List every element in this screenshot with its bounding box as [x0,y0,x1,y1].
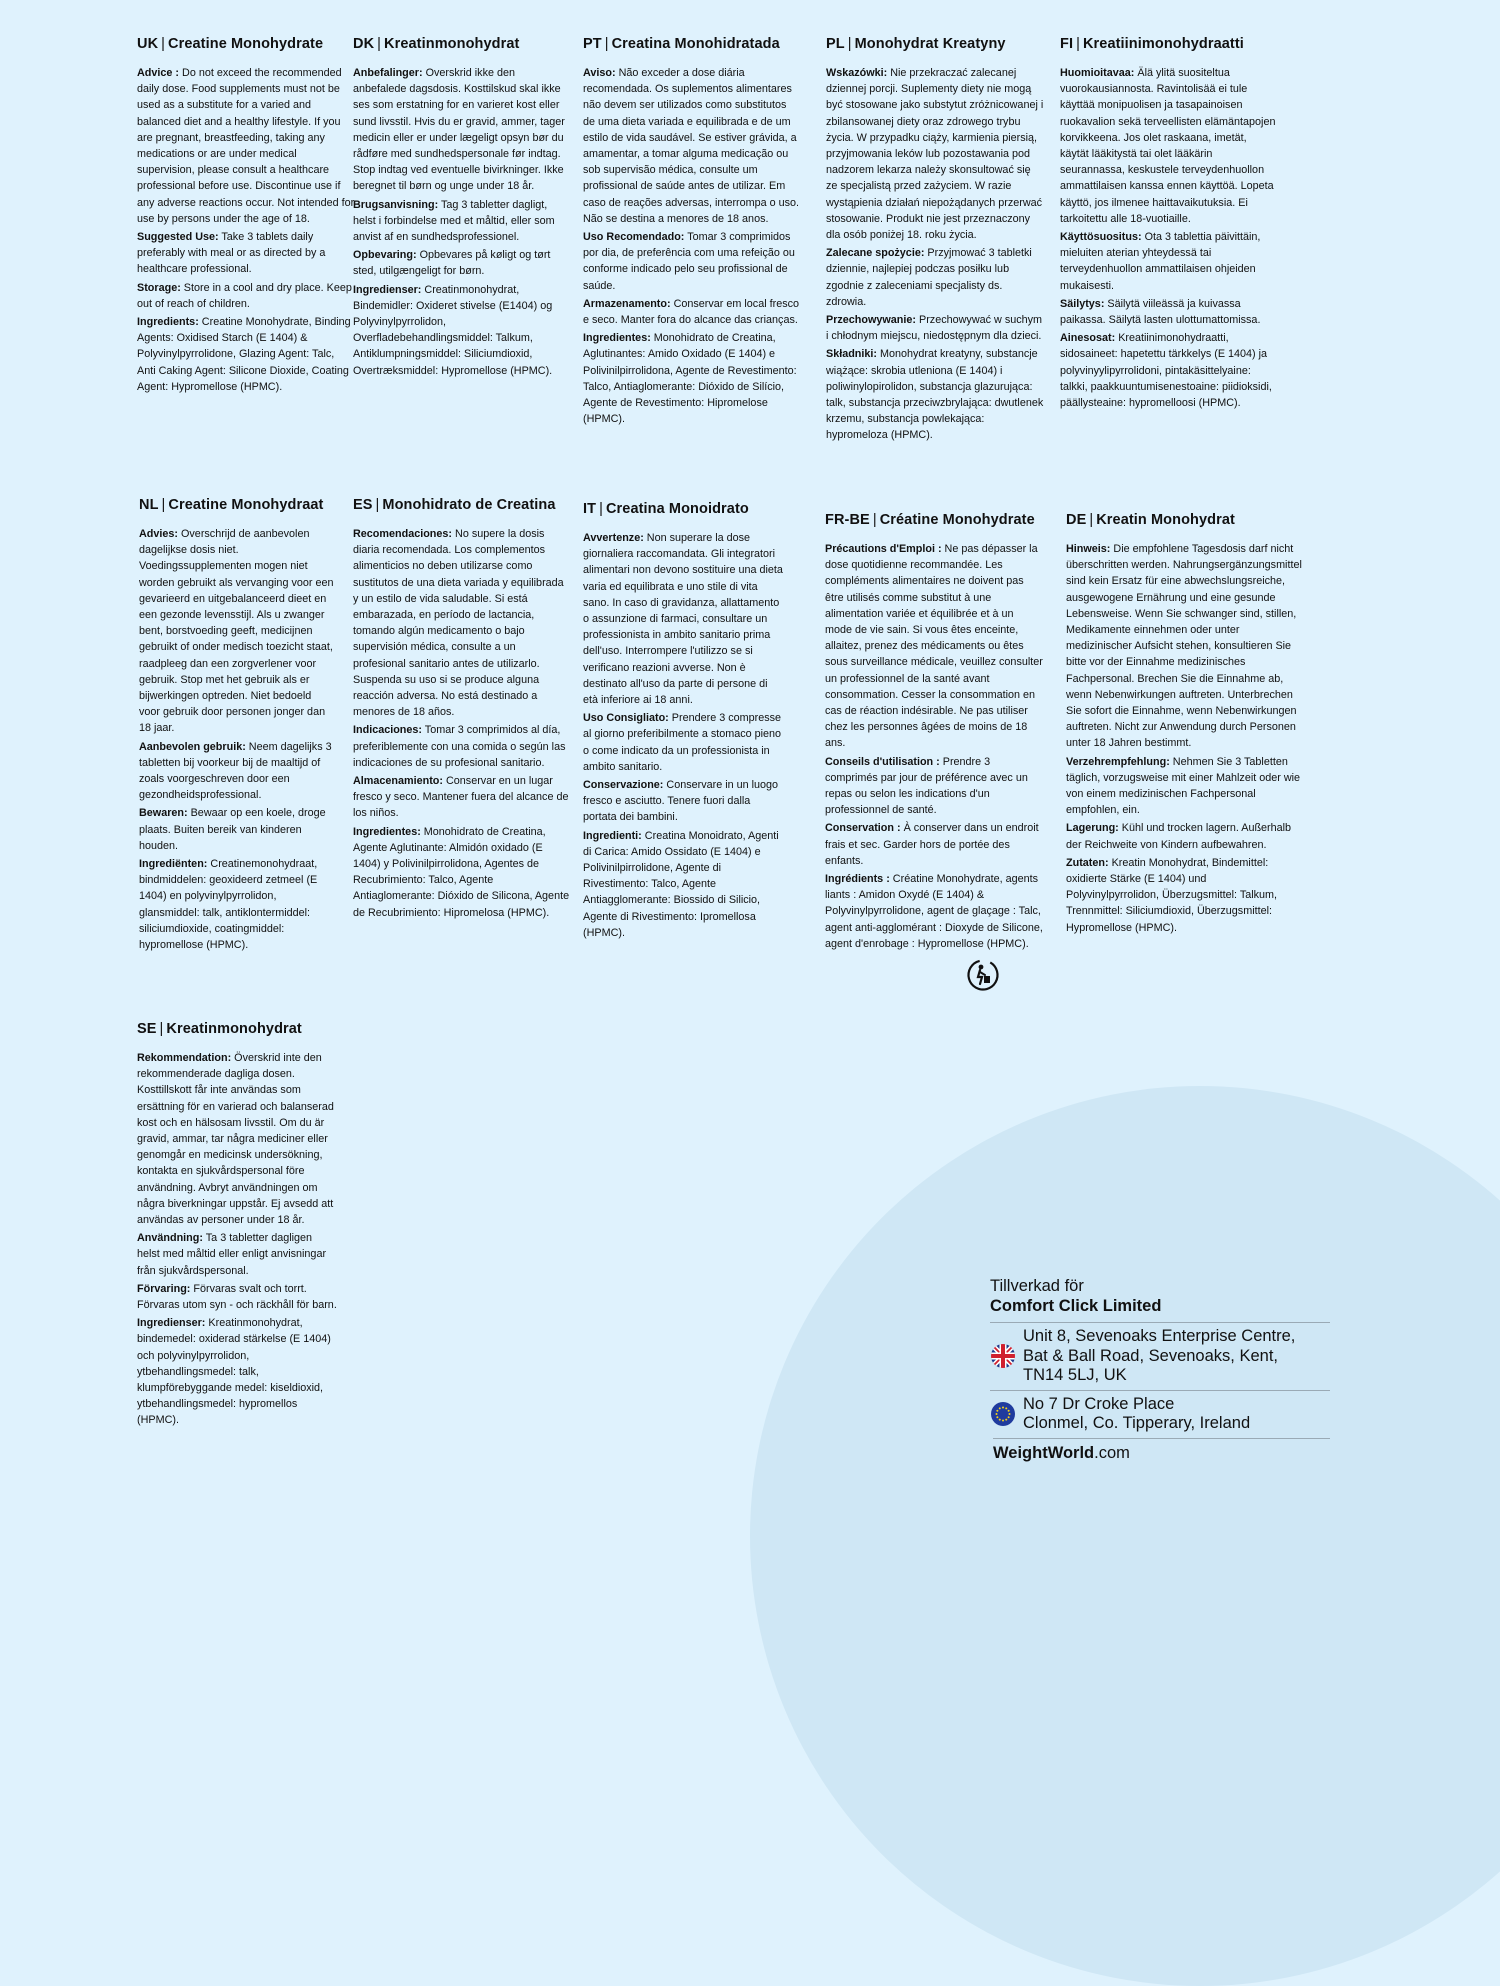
address-line: No 7 Dr Croke Place [1023,1394,1175,1413]
ingredients-label: Ingredienser: [137,1317,206,1330]
uk-address [1023,1327,1295,1386]
advice-text: Não exceder a dose diária recomendada. Os suplementos alimentares não devem ser utilizados como substitutos de uma dieta variada e equilibrada e de um estilo de vida saudável. Se estiver grávida, a amamentar, a tomar alguma medicação ou sob supervisão médica, consulte um profissional de saúde antes de utilizar. Em caso de reações adversas, interrompa o uso. Não se destina a menores de 18 anos. [583,67,800,225]
ingredients-text: Créatine Monohydrate, agents liants : Amidon Oxydé (E 1404) & Polyvinylpyrrolidone, agent de glaçage : Talc, agent anti-agglomérant : Dioxyde de Silicone, agent d'enrobage : Hypromellose (HPMC). [825,873,1043,950]
ingredients-paragraph [137,1315,337,1428]
storage-text: Conservar en un lugar fresco y seco. Mantener fuera del alcance de los niños. [353,775,569,820]
storage-text: Przechowywać w suchym i chłodnym miejscu, niedostępnym dla dzieci. [826,314,1043,343]
ingredients-text: Monohidrato de Creatina, Aglutinantes: Amido Oxidado (E 1404) e Polivinilpirrolidona, Agente de Revestimento: Talco, Antiaglomerante: Dióxido de Silício, Agente de Revestimento: Hipromelose (HPMC). [583,332,797,426]
language-code: DK [353,36,375,52]
ingredients-label: Ingredients: [137,316,199,329]
use-label: Käyttösuositus: [1060,231,1142,244]
use-text: Prendre 3 comprimés par jour de préférence avec un repas ou selon les indications d'un professionnel de santé. [825,755,1028,817]
ingredients-text: Creatinmonohydrat, Bindemidler: Oxideret stivelse (E1404) og Polyvinylpyrrolidon, Overfladebehandlingsmiddel: Talkum, Antiklumpningsmiddel: Siliciumdioxid, Overtræksmiddel: Hypromellose (HPMC). [353,283,553,377]
storage-label: Almacenamiento: [353,775,443,788]
advice-text: No supere la dosis diaria recomendada. Los complementos alimenticios no deben utilizarse como sustitutos de una dieta variada y equilibrada y un estilo de vida saludable. Si está embarazada, en período de lactancia, tomando algún medicamento o bajo supervisión médica, consulte a un profesional sanitario antes de utilizarlo. Suspenda su uso si se produce alguna reacción adversa. No está destinado a menores de 18 años. [353,528,564,719]
use-label: Användning: [137,1232,203,1245]
advice-paragraph [826,65,1044,243]
section-de [1066,510,1302,938]
advice-text: Älä ylitä suositeltua vuorokausiannosta. Ravintolisää ei tule käyttää monipuolisen ja tasapainoisen ruokavalion sekä terveellisten elämäntapojen korvikkeena. Jos olet raskaana, imetät, käytät lääkitystä tai olet lääkärin seurannassa, keskustele terveydenhuollon ammattilaisen kanssa ennen käyttöä. Lopeta käyttö, jos ilmenee haittavaikutuksia. Ei tarkoitettu alle 18-vuotiaille. [1060,67,1276,225]
use-paragraph [139,739,335,804]
eu-flag-icon [991,1402,1015,1426]
ingredients-label: Ingredientes: [583,332,651,345]
eu-address [1023,1395,1250,1434]
use-paragraph [137,1230,337,1279]
use-label: Aanbevolen gebruik: [139,740,246,753]
ingredients-text: Kreatiinimonohydraatti, sidosaineet: hapetettu tärkkelys (E 1404) ja polyvinyylipyrrolidoni, pintakäsittelyaine: talkki, paakkuuntumisenestoaine: piidioksidi, päällysteaine: hypromelloosi (HPMC). [1060,332,1272,410]
use-paragraph [583,710,783,775]
section-uk [137,34,355,397]
advice-text: Die empfohlene Tagesdosis darf nicht überschritten werden. Nahrungsergänzungsmittel sind kein Ersatz für eine abwechslungsreiche, ausgewogene Ernährung und eine gesunde Lebensweise. Wenn Sie schwanger sind, stillen, Medikamente einnehmen oder unter medizinischer Aufsicht stehen, konsultieren Sie bitte vor der Einnahme medizinisches Fachpersonal. Brechen Sie die Einnahme ab, wenn Nebenwirkungen auftreten. Unterbrechen Sie sofort die Einnahme, wenn Nebenwirkungen auftreten. Nicht zur Anwendung durch Personen unter 18 Jahren bestimmt. [1066,543,1302,750]
advice-label: Advice : [137,67,180,79]
use-paragraph [353,197,571,246]
use-label: Uso Recomendado: [583,231,685,244]
storage-paragraph [353,247,571,279]
use-label: Verzehrempfehlung: [1066,755,1170,768]
storage-text: Bewaar op een koele, droge plaats. Buiten bereik van kinderen houden. [139,807,326,852]
company-name: Comfort Click Limited [990,1297,1162,1315]
advice-paragraph [353,526,571,720]
storage-paragraph [137,280,355,312]
ingredients-label: Ingrediënten: [139,858,208,871]
ingredients-text: Creatine Monohydrate, Binding Agents: Oxidised Starch (E 1404) & Polyvinylpyrrolidone, Glazing Agent: Talc, Anti Caking Agent: Silicone Dioxide, Coating Agent: Hypromellose (HPMC). [137,316,351,393]
ingredients-label: Ingrédients : [825,873,890,886]
language-code: ES [353,497,373,513]
storage-paragraph [1066,820,1302,852]
ingredients-paragraph [353,824,571,921]
use-label: Suggested Use: [137,231,219,244]
ingredients-paragraph [137,314,355,395]
advice-text: Nie przekraczać zalecanej dziennej porcji. Suplementy diety nie mogą być stosowane jako substytut zróżnicowanej i zbilansowanej diety oraz zdrowego trybu życia. W przypadku ciąży, karmienia piersią, przyjmowania leków lub pozostawania pod nadzorem lekarza należy skonsultować się ze specjalistą przed zażyciem. W razie wystąpienia działań niepożądanych przerwać stosowanie. Produkt nie jest przeznaczony dla osób poniżej 18. roku życia. [826,67,1044,242]
use-paragraph [825,754,1043,819]
use-label: Conseils d'utilisation : [825,755,940,768]
storage-paragraph [353,773,571,822]
uk-address-row [990,1322,1330,1390]
product-name: Creatina Monoidrato [605,501,749,517]
language-code: DE [1066,512,1087,528]
address-line: Clonmel, Co. Tipperary, Ireland [1023,1414,1251,1432]
use-paragraph [583,229,801,294]
advice-label: Recomendaciones: [353,528,453,540]
product-name: Kreatiinimonohydraatti [1082,36,1244,52]
use-text: Przyjmować 3 tabletki dziennie, najlepiej podczas posiłku lub zgodnie z zaleceniami specjalisty ds. zdrowia. [826,247,1032,308]
product-name: Creatine Monohydraat [168,497,324,513]
ingredients-label: Ainesosat: [1060,332,1116,345]
storage-label: Conservazione: [583,779,664,792]
advice-paragraph [1060,65,1278,227]
advice-text: Överskrid inte den rekommenderade dagliga dosen. Kosttillskott får inte användas som ersättning för en varierad och balanserad kost och en hälsosam livsstil. Om du är gravid, ammar, tar några mediciner eller genomgår en medicinsk undersökning, kontakta en sjukvårdspersonal före användning. Avbryt användningen om några biverkningar uppstår. Ej avsedd att användas av personer under 18 år. [137,1052,334,1227]
advice-paragraph [137,65,355,227]
section-title: NL | Creatine Monohydraat [139,497,324,513]
website-brand: WeightWorld [993,1443,1095,1462]
section-title: PT | Creatina Monohidratada [583,36,780,52]
storage-label: Säilytys: [1060,297,1105,310]
use-text: Ota 3 tablettia päivittäin, mieluiten aterian yhteydessä tai terveydenhuollon ammattilaisen ohjeiden mukaisesti. [1060,231,1261,292]
use-text: Prendere 3 compresse al giorno preferibilmente a stomaco pieno o come indicato da un professionista in ambito sanitario. [583,712,782,773]
section-dk [353,34,571,381]
storage-label: Przechowywanie: [826,314,917,327]
website-tld: .com [1094,1443,1130,1462]
product-name: Creatina Monohidratada [611,36,780,52]
address-line: TN14 5LJ, UK [1023,1366,1127,1384]
advice-label: Aviso: [583,67,616,79]
product-name: Monohydrat Kreatyny [854,36,1006,52]
eu-address-row [990,1390,1330,1438]
advice-paragraph [353,65,571,195]
advice-label: Avvertenze: [583,532,644,544]
website-link[interactable] [993,1438,1330,1463]
storage-paragraph [137,1281,337,1313]
advice-paragraph [137,1050,337,1228]
use-text: Ta 3 tabletter dagligen helst med måltid eller enligt anvisningar från sjukvårdspersonal. [137,1232,327,1277]
ingredients-paragraph [826,346,1044,443]
storage-text: Säilytä viileässä ja kuivassa paikassa. Säilytä lasten ulottumattomissa. [1060,297,1261,327]
manufactured-for-label: Tillverkad för [990,1277,1084,1295]
tidyman-recycle-icon [966,958,1000,992]
language-code: NL [139,497,159,513]
advice-text: Non superare la dose giornaliera raccomandata. Gli integratori alimentari non devono sostituire una dieta varia ed equilibrata e uno stile di vita sano. In caso di gravidanza, allattamento o assunzione di farmaci, consultare un professionista in ambito sanitario prima dell'uso. Interrompere l'utilizzo se si verificano reazioni avverse. Non è destinato all'uso da parte di persone di età inferiore ai 18 anni. [583,532,783,707]
background-circle [750,1086,1500,1986]
language-code: UK [137,36,159,52]
advice-label: Précautions d'Emploi : [825,543,942,555]
ingredients-paragraph [139,856,335,953]
use-paragraph [1066,754,1302,819]
section-pt [583,34,801,429]
storage-label: Conservation : [825,822,901,835]
use-label: Zalecane spożycie: [826,247,925,260]
product-name: Kreatinmonohydrat [166,1021,302,1037]
advice-text: Overskrid ikke den anbefalede dagsdosis. Kosttilskud skal ikke ses som erstatning for en varieret kost eller sund livsstil. Hvis du er gravid, ammer, tager medicin eller er under lægeligt opsyn bør du rådføre med sundhedspersonale før indtag. Stop indtag ved eventuelle bivirkninger. Ikke beregnet til børn og unge under 18 år. [353,67,565,193]
advice-paragraph [583,530,783,708]
ingredients-paragraph [583,330,801,427]
storage-label: Bewaren: [139,807,188,820]
storage-paragraph [825,820,1043,869]
language-code: PT [583,36,602,52]
ingredients-label: Składniki: [826,348,878,361]
section-es [353,495,571,923]
use-paragraph [1060,229,1278,294]
advice-text: Do not exceed the recommended daily dose. Food supplements must not be used as a substitute for a varied and balanced diet and a healthy lifestyle. If you are pregnant, breastfeeding, taking any medications or are under medical supervision, please consult a healthcare professional before use. Discontinue use if any adverse reactions occur. Not intended for use by persons under the age of 18. [137,67,355,225]
storage-paragraph [139,805,335,854]
ingredients-label: Zutaten: [1066,856,1109,869]
manufacturer-block [990,1277,1330,1463]
advice-text: Overschrijd de aanbevolen dagelijkse dosis niet. Voedingssupplementen mogen niet worden gebruikt als vervanging voor een gevarieerd en uitgebalanceerd dieet en een gezonde levensstijl. Als u zwanger bent, borstvoeding geeft, medicijnen gebruikt of onder medisch toezicht staat, raadpleeg dan een zorgverlener voor gebruik. Stop met het gebruik als er bijwerkingen optreden. Niet bedoeld voor gebruik door personen jonger dan 18 jaar. [139,528,334,735]
storage-paragraph [826,312,1044,344]
storage-text: Conservare in un luogo fresco e asciutto. Tenere fuori dalla portata dei bambini. [583,779,779,824]
storage-label: Storage: [137,281,181,294]
ingredients-paragraph [1060,330,1278,411]
use-text: Take 3 tablets daily preferably with meal or as directed by a healthcare professional. [137,231,326,276]
advice-paragraph [1066,541,1302,752]
storage-label: Förvaring: [137,1282,191,1295]
language-code: IT [583,501,597,517]
product-name: Kreatinmonohydrat [384,36,520,52]
section-pl [826,34,1044,446]
ingredients-text: Monohidrato de Creatina, Agente Aglutinante: Almidón oxidado (E 1404) y Polivinilpirrolidona, Agentes de Recubrimiento: Talco, Agente Antiaglomerante: Dióxido de Silicona, Agente de Recubrimiento: Hipromelosa (HPMC). [353,825,570,919]
use-text: Neem dagelijks 3 tabletten bij voorkeur bij de maaltijd of zoals voorgeschreven door een gezondheidsprofessional. [139,740,332,802]
section-title: UK | Creatine Monohydrate [137,36,324,52]
use-paragraph [137,229,355,278]
ingredients-paragraph [1066,855,1302,936]
ingredients-text: Creatina Monoidrato, Agenti di Carica: Amido Ossidato (E 1404) e Polivinilpirrolidone, Agente di Rivestimento: Talco, Agente Antiagglomerante: Biossido di Silicio, Agente di Rivestimento: Ipromellosa (HPMC). [583,829,779,939]
advice-paragraph [825,541,1043,752]
storage-text: Store in a cool and dry place. Keep out of reach of children. [137,281,352,310]
storage-text: À conserver dans un endroit frais et sec. Garder hors de portée des enfants. [825,822,1039,867]
ingredients-text: Kreatin Monohydrat, Bindemittel: oxidierte Stärke (E 1404) und Polyvinylpyrrolidon, Überzugsmittel: Talkum, Trennmittel: Siliciumdioxid, Überzugsmittel: Hypromellose (HPMC). [1066,856,1278,934]
product-name: Créatine Monohydrate [879,512,1035,528]
use-text: Tomar 3 comprimidos por dia, de preferência com uma refeição ou conforme indicado pelo seu profissional de saúde. [583,231,795,292]
use-text: Tag 3 tabletter dagligt, helst i forbindelse med et måltid, eller som anvist af en sundhedsprofessionel. [353,198,555,244]
address-line: Bat & Ball Road, Sevenoaks, Kent, [1023,1346,1278,1365]
advice-label: Anbefalinger: [353,67,423,79]
section-fr-be [825,510,1043,954]
section-nl [139,495,335,955]
storage-paragraph [583,296,801,328]
ingredients-text: Kreatinmonohydrat, bindemedel: oxiderad stärkelse (E 1404) och polyvinylpyrrolidon, ytbehandlingsmedel: talk, klumpförebyggande medel: kiseldioxid, ytbehandlingsmedel: hypromellos (HPMC). [137,1317,331,1427]
use-text: Nehmen Sie 3 Tabletten täglich, vorzugsweise mit einer Mahlzeit oder wie von einem medizinischen Fachpersonal empfohlen, ein. [1066,755,1301,817]
use-paragraph [353,722,571,771]
uk-flag-icon [991,1344,1015,1368]
ingredients-label: Ingredienti: [583,829,642,842]
use-label: Indicaciones: [353,724,422,737]
use-label: Brugsanvisning: [353,198,439,211]
advice-paragraph [139,526,335,737]
language-code: PL [826,36,845,52]
use-paragraph [826,245,1044,310]
section-title: FR-BE | Créatine Monohydrate [825,512,1035,528]
advice-label: Advies: [139,528,179,540]
storage-paragraph [1060,296,1278,328]
section-title: ES | Monohidrato de Creatina [353,497,556,513]
section-title: PL | Monohydrat Kreatyny [826,36,1006,52]
advice-paragraph [583,65,801,227]
advice-label: Rekommendation: [137,1052,232,1064]
ingredients-text: Monohydrat kreatyny, substancje wiążące: skrobia utleniona (E 1404) i poliwinylopirolidon, substancja glazurująca: talk, substancja przeciwzbrylająca: dwutlenek krzemu, substancja powlekająca: hypromeloza (HPMC). [826,348,1044,442]
storage-label: Opbevaring: [353,249,417,262]
storage-text: Conservar em local fresco e seco. Manter fora do alcance das crianças. [583,297,800,327]
section-it [583,499,783,943]
section-fi [1060,34,1278,413]
address-line: Unit 8, Sevenoaks Enterprise Centre, [1023,1327,1296,1345]
section-title: SE | Kreatinmonohydrat [137,1021,302,1037]
product-name: Monohidrato de Creatina [382,497,556,513]
section-title: IT | Creatina Monoidrato [583,501,749,517]
advice-text: Ne pas dépasser la dose quotidienne recommandée. Les compléments alimentaires ne doivent pas être utilisés comme substitut à une alimentation variée et équilibrée et à un mode de vie sain. Si vous êtes enceinte, allaitez, prenez des médicaments ou êtes sous surveillance médicale, veuillez consulter un professionnel de la santé avant consommation. Cesser la consommation en cas de réaction indésirable. Ne pas utiliser chez les personnes âgées de moins de 18 ans. [825,543,1043,750]
advice-label: Wskazówki: [826,67,888,79]
language-code: FR-BE [825,512,870,528]
storage-text: Kühl und trocken lagern. Außerhalb der Reichweite von Kindern aufbewahren. [1066,822,1292,851]
storage-label: Lagerung: [1066,822,1119,835]
advice-label: Huomioitavaa: [1060,67,1135,79]
language-code: SE [137,1021,157,1037]
storage-label: Armazenamento: [583,297,671,310]
product-name: Kreatin Monohydrat [1096,512,1235,528]
advice-label: Hinweis: [1066,543,1111,555]
language-code: FI [1060,36,1074,52]
ingredients-label: Ingredienser: [353,283,422,296]
ingredients-label: Ingredientes: [353,825,421,838]
section-title: DK | Kreatinmonohydrat [353,36,520,52]
section-se [137,1019,337,1431]
storage-text: Opbevares på køligt og tørt sted, utilgængeligt for børn. [353,249,551,278]
storage-paragraph [583,777,783,826]
product-name: Creatine Monohydrate [168,36,324,52]
ingredients-paragraph [825,871,1043,952]
ingredients-paragraph [353,282,571,379]
storage-text: Förvaras svalt och torrt. Förvaras utom syn - och räckhåll för barn. [137,1282,337,1312]
use-label: Uso Consigliato: [583,712,669,725]
use-text: Tomar 3 comprimidos al día, preferiblemente con una comida o según las indicaciones de su profesional sanitario. [353,724,566,769]
section-title: FI | Kreatiinimonohydraatti [1060,36,1244,52]
section-title: DE | Kreatin Monohydrat [1066,512,1235,528]
ingredients-text: Creatinemonohydraat, bindmiddelen: geoxideerd zetmeel (E 1404) en polyvinylpyrrolidon, glansmiddel: talk, antiklontermiddel: siliciumdioxide, coatingmiddel: hypromellose (HPMC). [139,858,318,952]
ingredients-paragraph [583,828,783,941]
